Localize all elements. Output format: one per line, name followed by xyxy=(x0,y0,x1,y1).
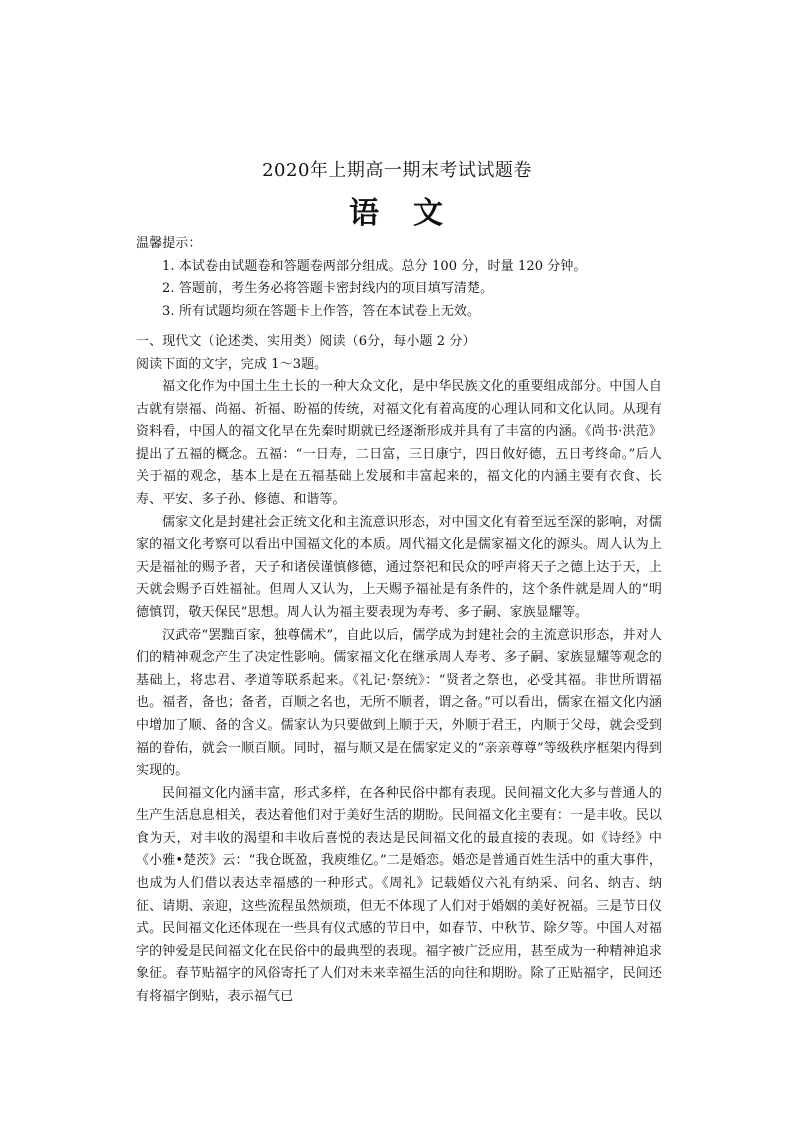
subject-title: 语 文 xyxy=(349,196,445,231)
passage-paragraph: 儒家文化是封建社会正统文化和主流意识形态，对中国文化有着至远至深的影响，对儒家的福文化考察可以看出中国福文化的本质。周代福文化是儒家福文化的源头。周人认为上天是福祉的赐予者，天子和诸侯谨慎修德，通过祭祀和民众的呼声将天子之德上达于天，上天就会赐予百姓福祉。但周人又认为，上天赐予福祉是有条件的，这个条件就是周人的“明德慎罚，敬天保民”思想。周人认为福主要表现为寿考、多子嗣、家族显耀等。 xyxy=(136,514,662,620)
tips-heading: 温馨提示： xyxy=(136,236,202,251)
exam-title: 2020年上期高一期末考试试题卷 xyxy=(262,160,532,181)
tip-item: 1. 本试卷由试题卷和答题卷两部分组成。总分 100 分，时量 120 分钟。 xyxy=(162,258,587,274)
passage-paragraph: 汉武帝“罢黜百家，独尊儒术”，自此以后，儒学成为封建社会的主流意识形态，并对人们的精神观念产生了决定性影响。儒家福文化在继承周人寿考、多子嗣、家族显耀等观念的基础上，将忠君、孝道等联系起来。《礼记·祭统》：“贤者之祭也，必受其福。非世所谓福也。福者，备也；备者，百顺之名也，无所不顺者，谓之备。”可以看出，儒家在福文化内涵中增加了顺、备的含义。儒家认为只要做到上顺于天，外顺于君王，内顺于父母，就会受到福的眷佑，就会一顺百顺。同时，福与顺又是在儒家定义的“亲亲尊尊”等级秩序框架内得到实现的。 xyxy=(136,627,662,779)
tips-section xyxy=(136,233,662,323)
question-section xyxy=(136,331,662,376)
tip-item: 2. 答题前，考生务必将答题卡密封线内的项目填写清楚。 xyxy=(162,281,494,297)
tip-item: 3. 所有试题均须在答题卡上作答，答在本试卷上无效。 xyxy=(162,303,481,319)
section-heading: 一、现代文（论述类、实用类）阅读（6分，每小题 2 分） xyxy=(136,334,476,349)
section-instruction: 阅读下面的文字，完成 1～3题。 xyxy=(136,356,328,372)
passage-paragraph: 民间福文化内涵丰富，形式多样，在各种民俗中都有表现。民间福文化大多与普通人的生产生活息息相关，表达着他们对于美好生活的期盼。民间福文化主要有：一是丰收。民以食为天，对丰收的渴望和丰收后喜悦的表达是民间福文化的最直接的表现。如《诗经》中《小雅•楚茨》云：“我仓既盈，我庾维亿。”二是婚恋。婚恋是普通百姓生活中的重大事件，也成为人们借以表达幸福感的一种形式。《周礼》记载婚仪六礼有纳采、问名、纳吉、纳征、请期、亲迎，这些流程虽然烦琐，但无不体现了人们对于婚姻的美好祝福。三是节日仪式。民间福文化还体现在一些具有仪式感的节日中，如春节、中秋节、除夕等。中国人对福字的钟爱是民间福文化在民俗中的最典型的表现。福字被广泛应用，甚至成为一种精神追求象征。春节贴福字的风俗寄托了人们对未来幸福生活的向往和期盼。除了正贴福字，民间还有将福字倒贴，表示福气已 xyxy=(136,785,662,1005)
passage-paragraph: 福文化作为中国土生土长的一种大众文化，是中华民族文化的重要组成部分。中国人自古就有崇福、尚福、祈福、盼福的传统，对福文化有着高度的心理认同和文化认同。从现有资料看，中国人的福文化早在先秦时期就已经逐渐形成并具有了丰富的内涵。《尚书·洪范》提出了五福的概念。五福：“一日寿，二日富，三日康宁，四日攸好德，五日考终命。”后人关于福的观念，基本上是在五福基础上发展和丰富起来的，福文化的内涵主要有衣食、长寿、平安、多子孙、修德、和谐等。 xyxy=(136,379,662,507)
reading-passage xyxy=(136,376,662,1009)
